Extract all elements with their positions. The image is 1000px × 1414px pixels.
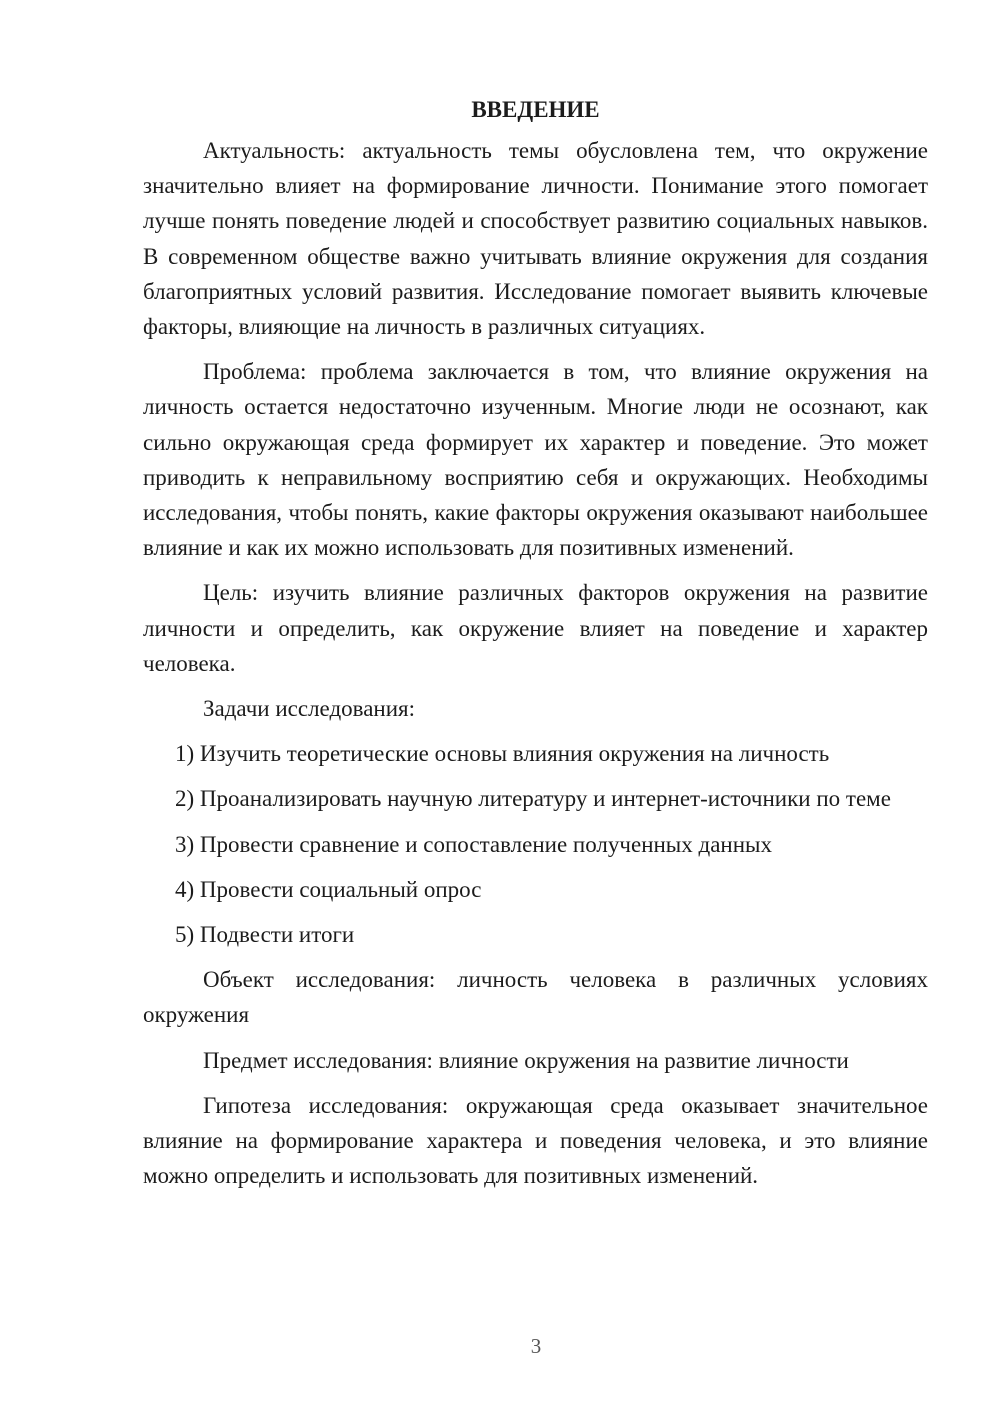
task-item-4: 4) Провести социальный опрос: [175, 876, 482, 902]
tasks-heading: Задачи исследования:: [203, 696, 416, 722]
task-item-5: 5) Подвести итоги: [175, 922, 355, 948]
task-item-3: 3) Провести сравнение и сопоставление полученных данных: [175, 831, 772, 857]
task-item-2: 2) Проанализировать научную литературу и интернет-источники по теме: [175, 786, 891, 812]
research-subject-paragraph: Предмет исследования: влияние окружения на развитие личности: [203, 1047, 849, 1073]
goal-paragraph: Цель: изучить влияние различных факторов окружения на развитие личности и определить, как окружение влияет на поведение и характер человека.: [143, 580, 928, 676]
page-title: ВВЕДЕНИЕ: [471, 97, 600, 122]
task-item-1: 1) Изучить теоретические основы влияния окружения на личность: [175, 741, 830, 767]
page-content: [143, 92, 928, 1203]
research-object-paragraph: Объект исследования: личность человека в различных условиях окружения: [143, 967, 928, 1028]
problem-paragraph: Проблема: проблема заключается в том, что влияние окружения на личность остается недостаточно изученным. Многие люди не осознают, как сильно окружающая среда формирует их характер и поведение. Это может приводить к неправильному восприятию себя и окружающих. Необходимы исследования, чтобы понять, какие факторы окружения оказывают наибольшее влияние и как их можно использовать для позитивных изменений.: [143, 359, 928, 561]
page-number: 3: [530, 1334, 542, 1358]
relevance-paragraph: Актуальность: актуальность темы обусловлена тем, что окружение значительно влияет на формирование личности. Понимание этого помогает лучше понять поведение людей и способствует развитию социальных навыков. В современном обществе важно учитывать влияние окружения для создания благоприятных условий развития. Исследование помогает выявить ключевые факторы, влияющие на личность в различных ситуациях.: [143, 138, 928, 340]
hypothesis-paragraph: Гипотеза исследования: окружающая среда оказывает значительное влияние на формирование характера и поведения человека, и это влияние можно определить и использовать для позитивных изменений.: [143, 1092, 928, 1189]
